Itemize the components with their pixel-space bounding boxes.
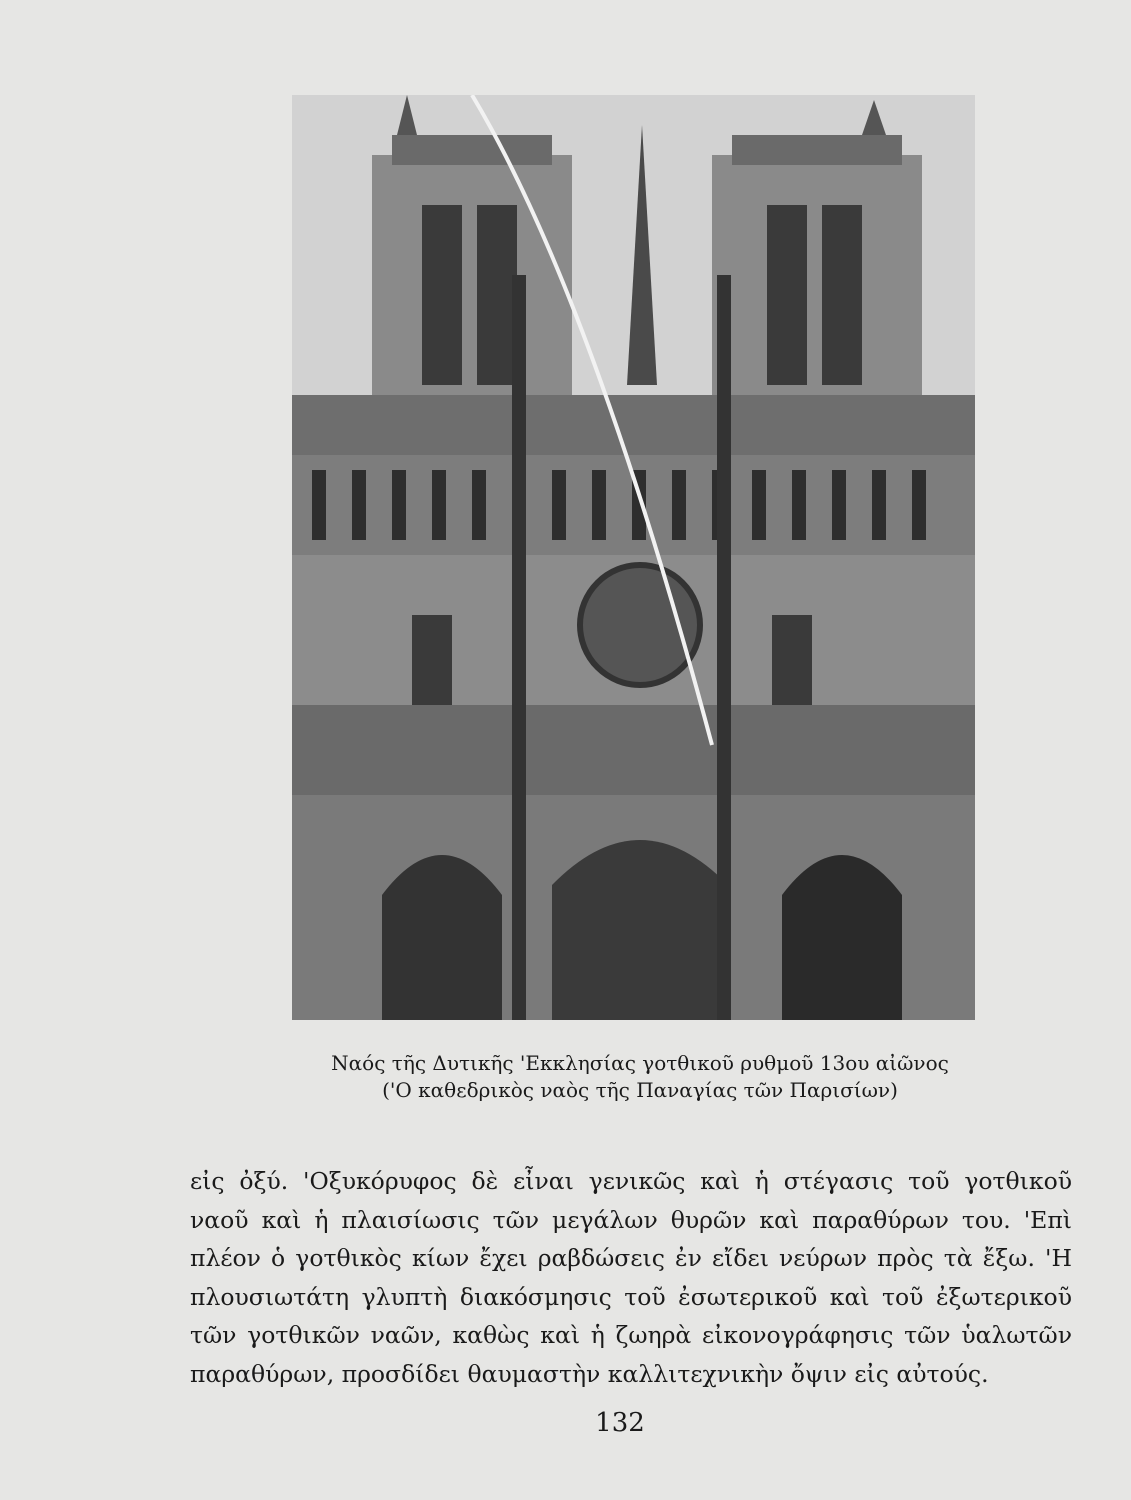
body-paragraph bbox=[190, 1162, 1072, 1394]
figure-caption-line-2: ('Ο καθεδρικὸς ναὸς τῆς Παναγίας τῶν Παρισίων) bbox=[382, 1078, 898, 1102]
text-line: πλέον ὁ γοτθικὸς κίων ἔχει ραβδώσεις ἐν εἴδει νεύρων πρὸς τὰ ἔξω. 'Η bbox=[190, 1244, 1072, 1273]
text-line: εἰς ὀξύ. 'Οξυκόρυφος δὲ εἶναι γενικῶς καὶ ἡ στέγασις τοῦ γοτθικοῦ bbox=[190, 1167, 1072, 1195]
text-line: πλουσιωτάτη γλυπτὴ διακόσμησις τοῦ ἐσωτερικοῦ καὶ τοῦ ἐξωτερικοῦ bbox=[190, 1282, 1072, 1311]
notre-dame-illustration bbox=[292, 95, 975, 1020]
text-line: τῶν γοτθικῶν ναῶν, καθὼς καὶ ἡ ζωηρὰ εἰκονογράφησις τῶν ὑαλωτῶν bbox=[190, 1321, 1072, 1350]
figure-caption-line-1: Ναός τῆς Δυτικῆς 'Εκκλησίας γοτθικοῦ ρυθμοῦ 13ου αἰῶνος bbox=[331, 1051, 949, 1075]
page-number: 132 bbox=[595, 1408, 645, 1438]
text-line: παραθύρων, προσδίδει θαυμαστὴν καλλιτεχνικὴν ὄψιν εἰς αὐτούς. bbox=[190, 1359, 989, 1388]
cathedral-photo bbox=[292, 95, 975, 1020]
text-line: ναοῦ καὶ ἡ πλαισίωσις τῶν μεγάλων θυρῶν καὶ παραθύρων του. 'Επὶ bbox=[190, 1205, 1072, 1234]
